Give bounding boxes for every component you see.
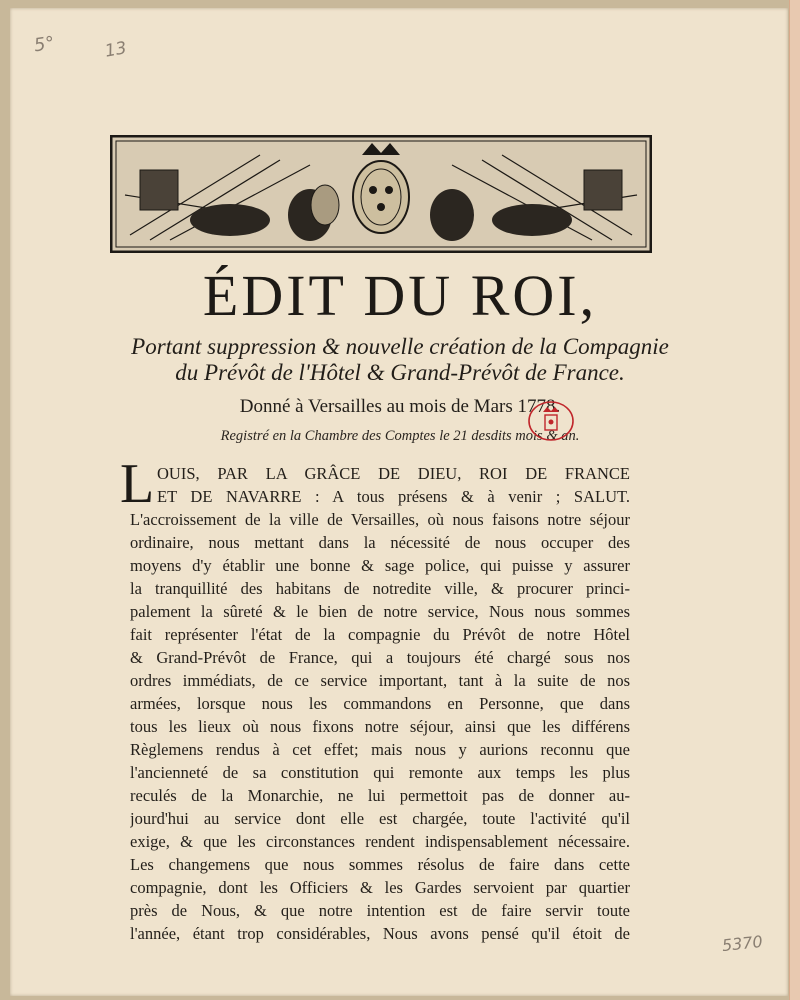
page-edge — [789, 0, 800, 1000]
body-line: L'accroissement de la ville de Versailles, où nous faisons notre séjour — [130, 510, 630, 529]
body-line: OUIS, PAR LA GRÂCE DE DIEU, ROI DE FRANCE — [157, 464, 630, 483]
body-line: ordres immédiats, de ce service important, tant à la suite de nos — [130, 671, 630, 690]
body-line: ordinaire, nous mettant dans la nécessité de nous occuper des — [130, 533, 630, 552]
body-line: près de Nous, & que notre intention est de faire servir toute — [130, 901, 630, 920]
body-line: jourd'hui au service dont elle est chargée, toute l'activité qu'il — [130, 809, 630, 828]
royal-vignette-woodcut — [110, 135, 652, 253]
body-line: moyens d'y établir une bonne & sage police, qui puisse y assurer — [130, 556, 630, 575]
edict-body-text — [130, 462, 630, 945]
drop-cap-letter: L — [120, 453, 155, 515]
registration-line: Registré en la Chambre des Comptes le 21 desdits mois & an. — [220, 428, 580, 444]
library-stamp-icon — [526, 400, 576, 442]
body-line: la tranquillité des habitans de notredite ville, & procurer princi- — [130, 579, 630, 598]
body-line: fait représenter l'état de la compagnie du Prévôt de notre Hôtel — [130, 625, 630, 644]
body-line: armées, lorsque nous les commandons en Personne, que dans — [130, 694, 630, 713]
body-line: ET DE NAVARRE : A tous présens & à venir ; SALUT. — [157, 487, 630, 506]
body-line: compagnie, dont les Officiers & les Gardes servoient par quartier — [130, 878, 630, 897]
body-line: Les changemens que nous sommes résolus de faire dans cette — [130, 855, 630, 874]
body-line: palement la sûreté & le bien de notre service, Nous nous sommes — [130, 602, 630, 621]
pencil-note-top-left: 5° — [32, 32, 56, 57]
subtitle-line-1: Portant suppression & nouvelle création de la Compagnie — [131, 334, 669, 359]
body-line: & Grand-Prévôt de France, qui a toujours été chargé sous nos — [130, 648, 630, 667]
given-at-line: Donné à Versailles au mois de Mars 1778. — [239, 396, 561, 417]
body-line: l'année, étant trop considérables, Nous avons pensé qu'il étoit de — [130, 924, 630, 943]
body-line: Règlemens rendus à cet effet; mais nous y aurions reconnu que — [130, 740, 630, 759]
body-line: exige, & que les circonstances rendent indispensablement nécessaire. — [130, 832, 630, 851]
body-line: tous les lieux où nous fixons notre séjour, ainsi que les différens — [130, 717, 630, 736]
pencil-note-bottom-right: 5370 — [721, 931, 764, 956]
pencil-note-number: 13 — [103, 38, 129, 62]
subtitle-line-2: du Prévôt de l'Hôtel & Grand-Prévôt de France. — [175, 360, 625, 385]
body-line: l'ancienneté de sa constitution qui remonte aux temps les plus — [130, 763, 630, 782]
edict-title: ÉDIT DU ROI, — [202, 263, 598, 328]
body-line: reculés de la Monarchie, ne lui permettoit pas de donner au- — [130, 786, 630, 805]
